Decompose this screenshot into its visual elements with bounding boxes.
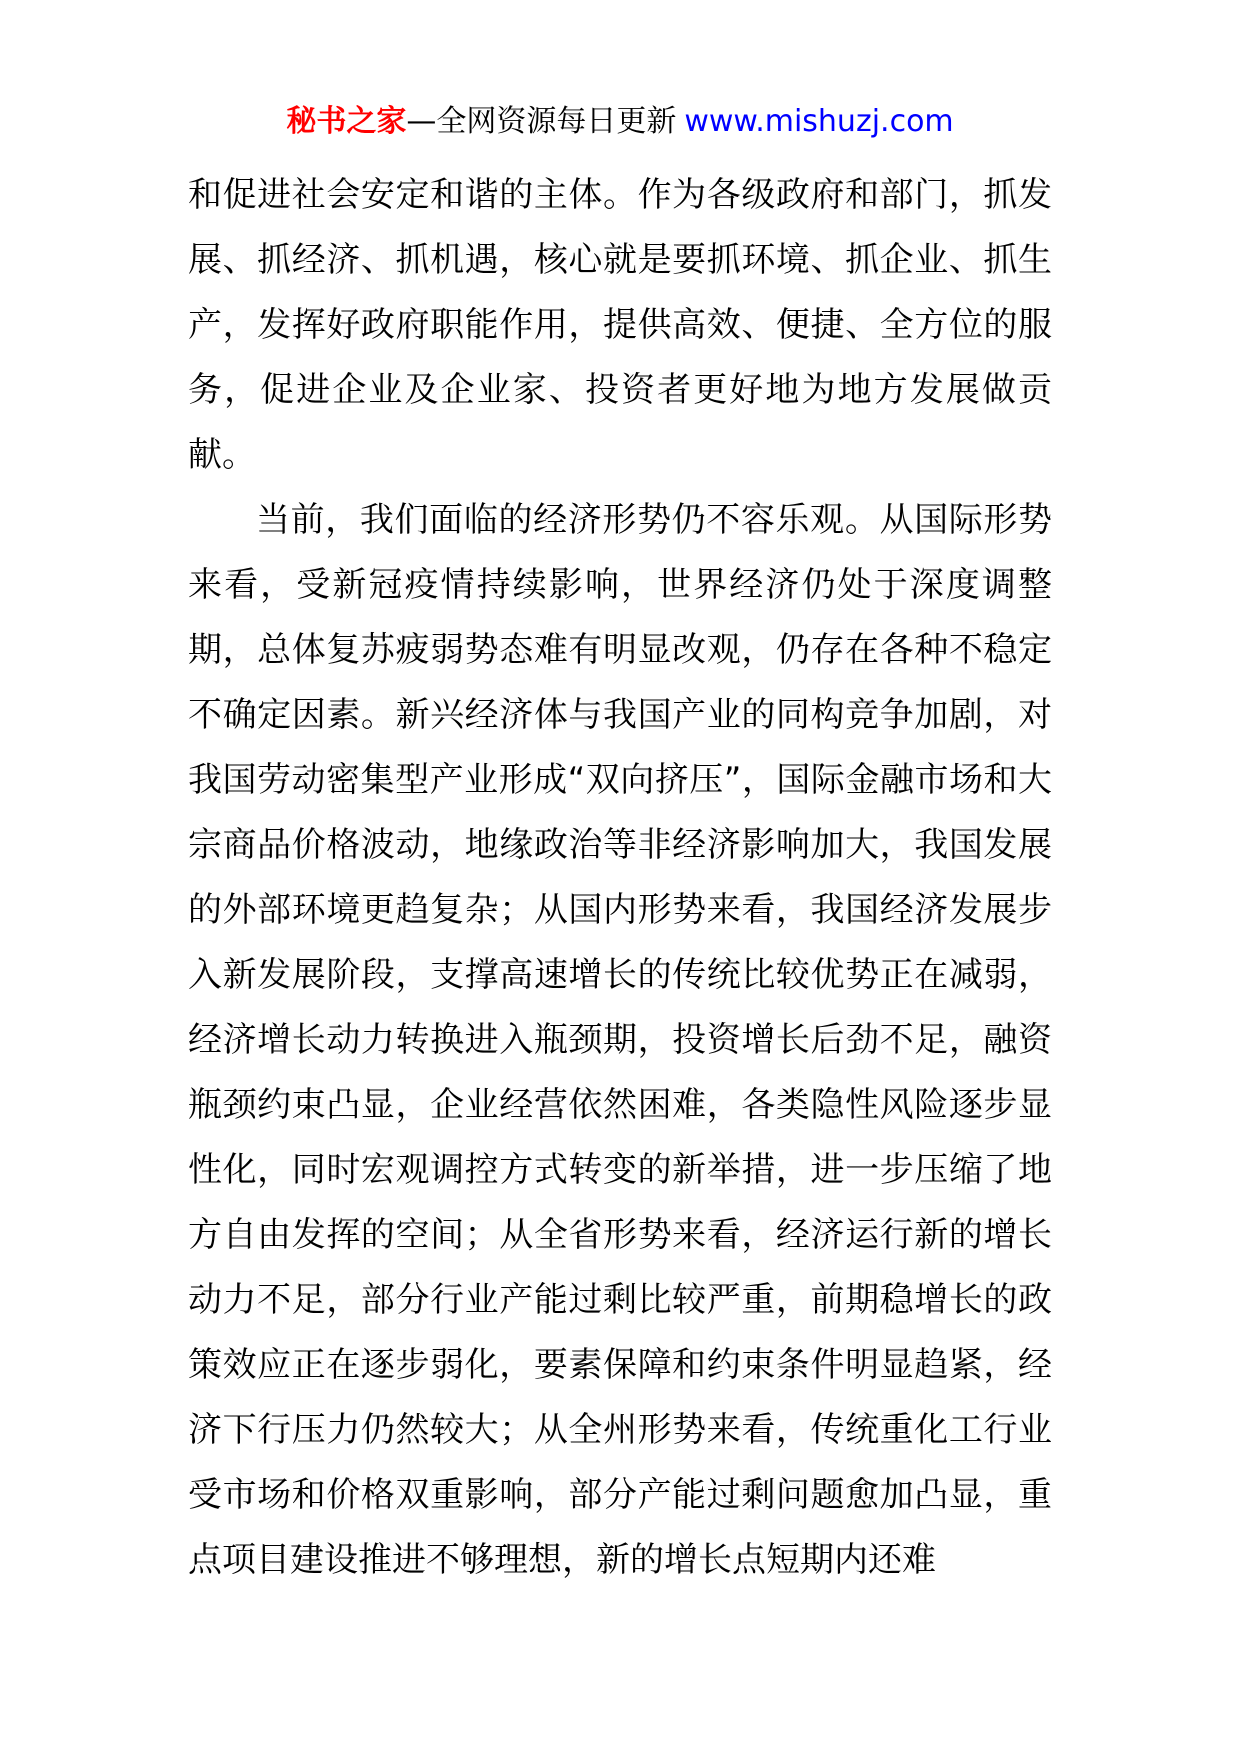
header-tagline: —全网资源每日更新: [406, 104, 677, 139]
website-link[interactable]: www.mishuzj.com: [684, 104, 954, 139]
brand-name: 秘书之家: [286, 104, 407, 139]
paragraph-economic-situation: 当前，我们面临的经济形势仍不容乐观。从国际形势来看，受新冠疫情持续影响，世界经济仍处于深度调整期，总体复苏疲弱势态难有明显改观，仍存在各种不稳定不确定因素。新兴经济体与我国产业的同构竞争加剧，对我国劳动密集型产业形成“双向挤压”，国际金融市场和大宗商品价格波动，地缘政治等非经济影响加大，我国发展的外部环境更趋复杂；从国内形势来看，我国经济发展步入新发展阶段，支撑高速增长的传统比较优势正在减弱，经济增长动力转换进入瓶颈期，投资增长后劲不足，融资瓶颈约束凸显，企业经营依然困难，各类隐性风险逐步显性化，同时宏观调控方式转变的新举措，进一步压缩了地方自由发挥的空间；从全省形势来看，经济运行新的增长动力不足，部分行业产能过剩比较严重，前期稳增长的政策效应正在逐步弱化，要素保障和约束条件明显趋紧，经济下行压力仍然较大；从全州形势来看，传统重化工行业受市场和价格双重影响，部分产能过剩问题愈加凸显，重点项目建设推进不够理想，新的增长点短期内还难: [188, 500, 1052, 1580]
page-header: [0, 100, 1240, 144]
paragraph-continued: 和促进社会安定和谐的主体。作为各级政府和部门，抓发展、抓经济、抓机遇，核心就是要抓环境、抓企业、抓生产，发挥好政府职能作用，提供高效、便捷、全方位的服务，促进企业及企业家、投资者更好地为地方发展做贡献。: [188, 175, 1052, 475]
document-body: [188, 163, 1052, 1593]
